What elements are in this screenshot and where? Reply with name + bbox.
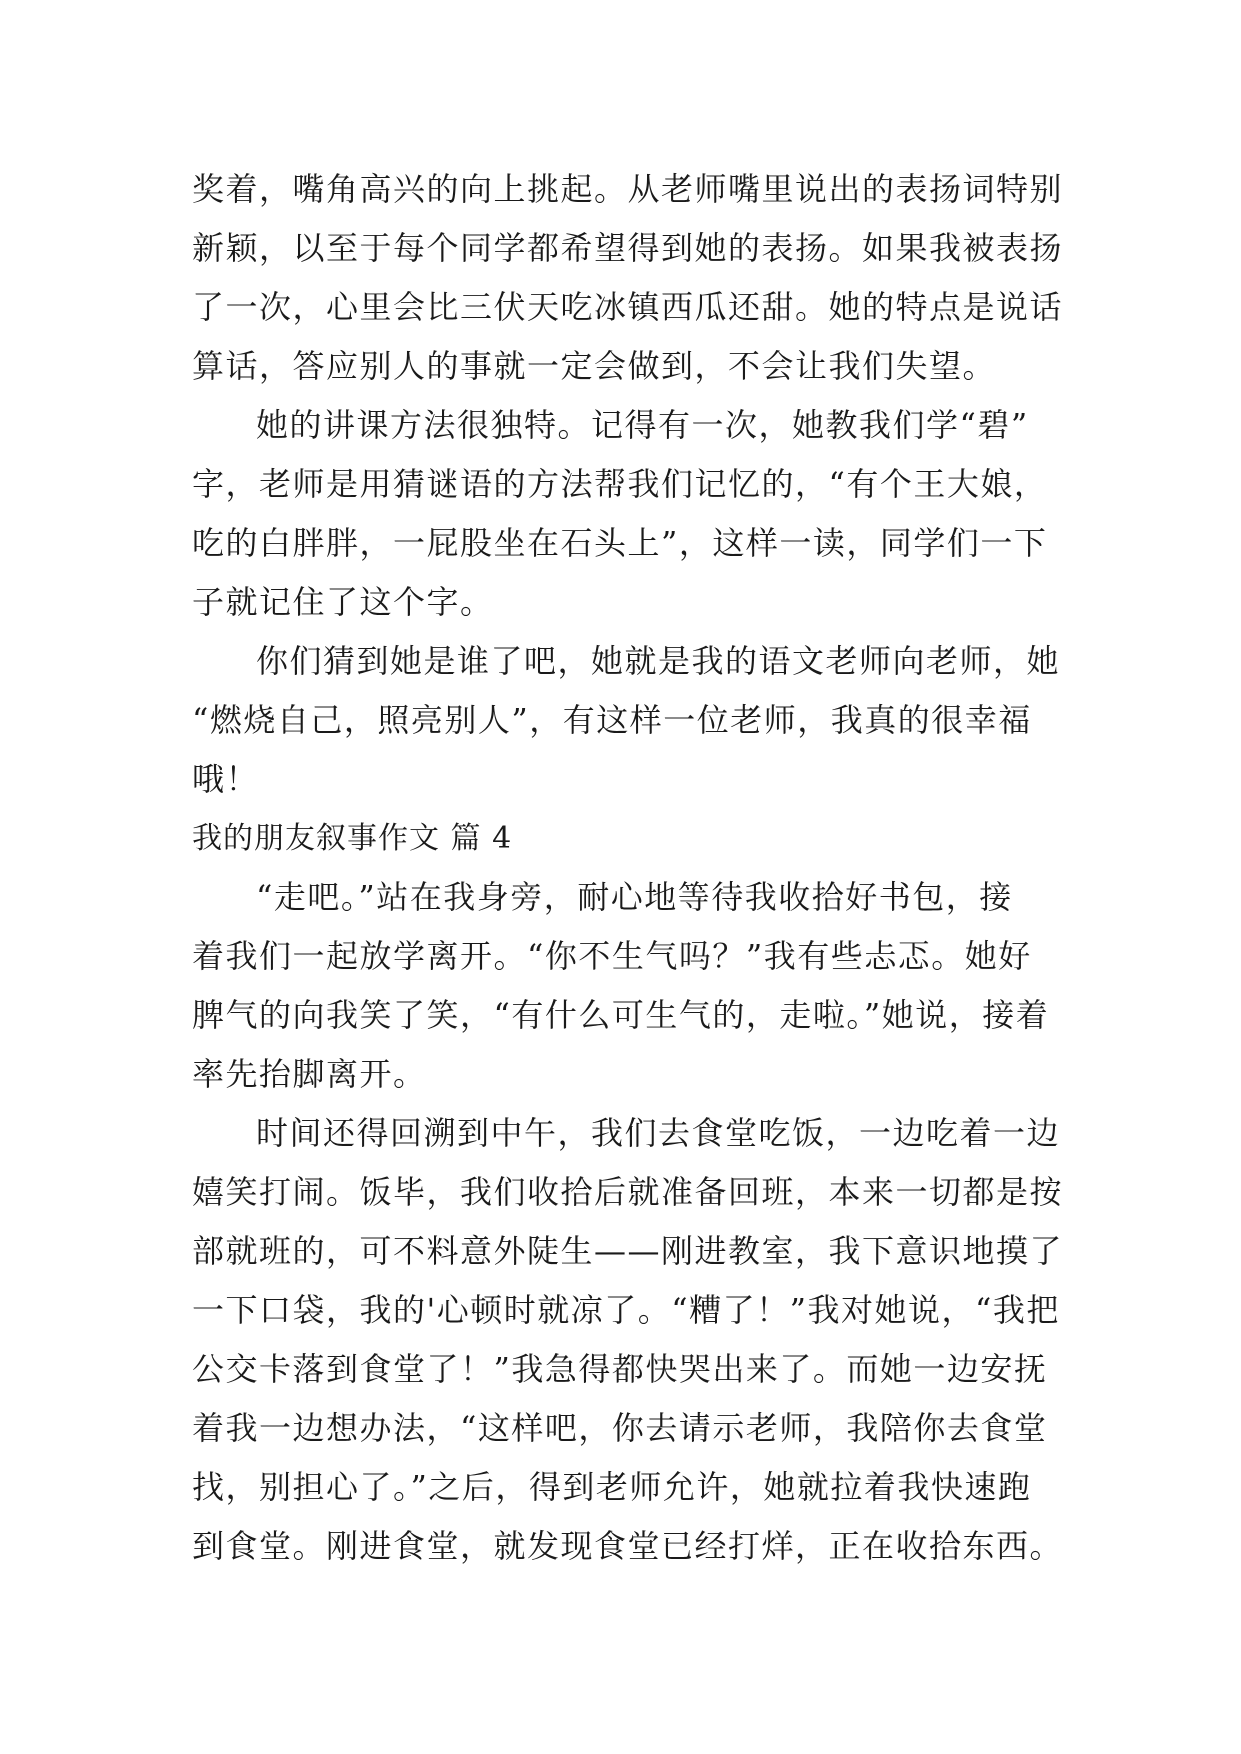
text-line: 哦！	[192, 760, 260, 798]
text-line: 公交卡落到食堂了！”我急得都快哭出来了。而她一边安抚	[192, 1350, 1048, 1388]
text-line: 了一次，心里会比三伏天吃冰镇西瓜还甜。她的特点是说话	[192, 288, 1064, 326]
text-line: 你们猜到她是谁了吧，她就是我的语文老师向老师，她	[256, 642, 1061, 680]
text-line: 时间还得回溯到中午，我们去食堂吃饭，一边吃着一边	[256, 1114, 1061, 1152]
text-line: 着我们一起放学离开。“你不生气吗？”我有些忐忑。她好	[192, 937, 1032, 975]
text-line: 算话，答应别人的事就一定会做到，不会让我们失望。	[192, 347, 997, 385]
text-line: “走吧。”站在我身旁，耐心地等待我收拾好书包，接	[256, 878, 1013, 916]
text-line: 一下口袋，我的'心顿时就凉了。“糟了！”我对她说，“我把	[192, 1291, 1060, 1329]
document-page	[192, 160, 1072, 1576]
text-line: 子就记住了这个字。	[192, 583, 494, 621]
paragraph-1	[192, 160, 1072, 396]
text-line: 她的讲课方法很独特。记得有一次，她教我们学“碧”	[256, 406, 1029, 444]
text-line: 着我一边想办法，“这样吧，你去请示老师，我陪你去食堂	[192, 1409, 1048, 1447]
section-title: 我的朋友叙事作文 篇 4	[192, 821, 513, 856]
text-line: 脾气的向我笑了笑，“有什么可生气的，走啦。”她说，接着	[192, 996, 1050, 1034]
text-line: 新颖，以至于每个同学都希望得到她的表扬。如果我被表扬	[192, 229, 1064, 267]
text-line: 奖着，嘴角高兴的向上挑起。从老师嘴里说出的表扬词特别	[192, 170, 1064, 208]
text-line: 率先抬脚离开。	[192, 1055, 427, 1093]
text-line: “燃烧自己，照亮别人”，有这样一位老师，我真的很幸福	[192, 701, 1032, 739]
text-line: 到食堂。刚进食堂，就发现食堂已经打烊，正在收拾东西。	[192, 1527, 1064, 1565]
text-line: 字，老师是用猜谜语的方法帮我们记忆的，“有个王大娘，	[192, 465, 1048, 503]
text-line: 部就班的，可不料意外陡生——刚进教室，我下意识地摸了	[192, 1232, 1064, 1270]
paragraph-3	[192, 632, 1072, 809]
section-paragraph-1	[192, 868, 1072, 1104]
text-line: 找，别担心了。”之后，得到老师允许，她就拉着我快速跑	[192, 1468, 1032, 1506]
paragraph-2	[192, 396, 1072, 632]
text-line: 嬉笑打闹。饭毕，我们收拾后就准备回班，本来一切都是按	[192, 1173, 1064, 1211]
section-paragraph-2	[192, 1104, 1072, 1576]
text-line: 吃的白胖胖，一屁股坐在石头上”，这样一读，同学们一下	[192, 524, 1048, 562]
